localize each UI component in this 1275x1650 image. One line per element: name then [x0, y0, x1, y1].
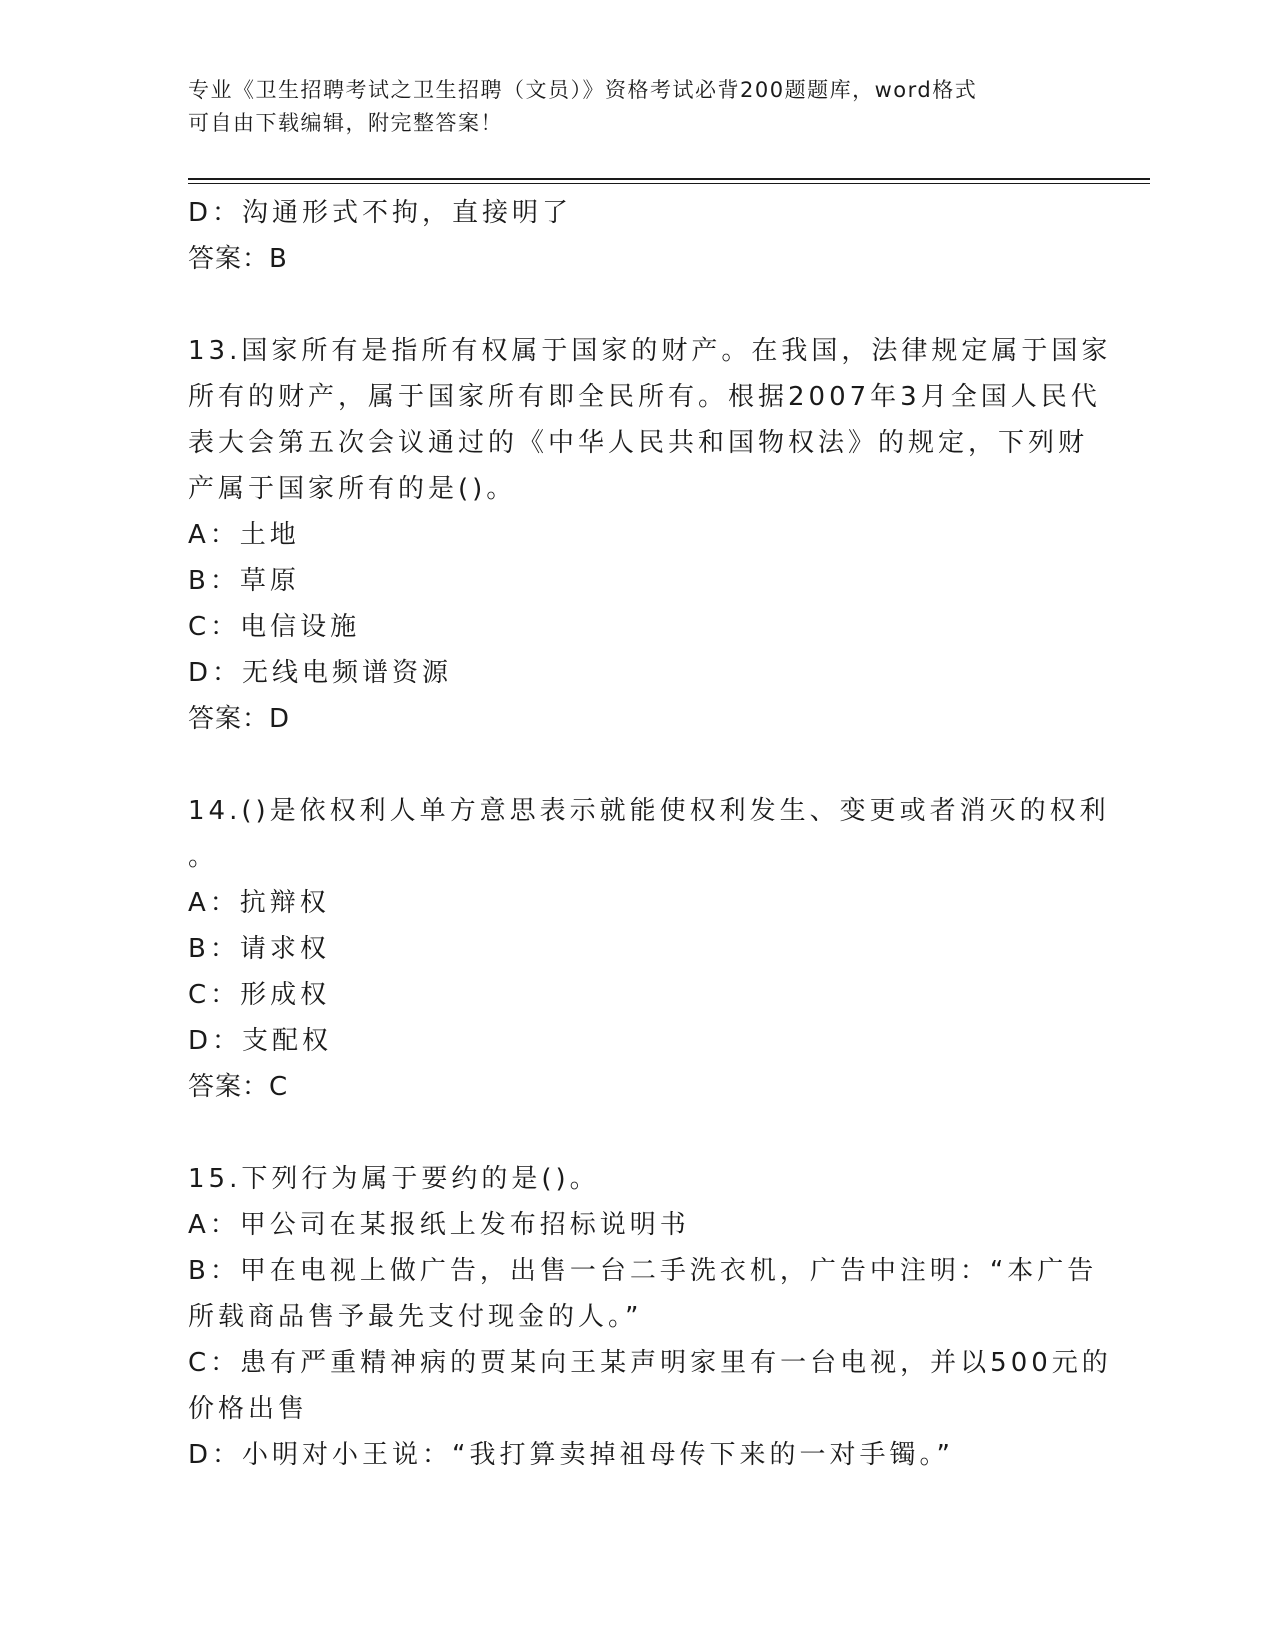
- question-15-option-b: B：甲在电视上做广告，出售一台二手洗衣机，广告中注明：“本广告: [188, 1256, 1098, 1286]
- question-13-line-2: 所有的财产，属于国家所有即全民所有。根据2007年3月全国人民代: [188, 382, 1101, 412]
- spacer: [188, 1110, 1088, 1156]
- question-15-option-c-cont: 价格出售: [188, 1394, 309, 1424]
- question-13-option-c: C：电信设施: [188, 612, 361, 642]
- question-14-option-a: A：抗辩权: [188, 888, 330, 918]
- question-14-option-d: D：支配权: [188, 1026, 333, 1056]
- header-rule-thin: [188, 183, 1150, 184]
- prev-answer: 答案：B: [188, 244, 288, 274]
- question-14: [188, 788, 1110, 1110]
- question-15: [188, 1156, 1112, 1478]
- header-line-1: 专业《卫生招聘考试之卫生招聘（文员）》资格考试必背200题题库，word格式: [188, 78, 978, 102]
- document-body: [188, 190, 1112, 1478]
- question-13-line-4: 产属于国家所有的是()。: [188, 474, 517, 504]
- question-15-option-a: A：甲公司在某报纸上发布招标说明书: [188, 1210, 690, 1240]
- question-14-line-2: 。: [188, 842, 219, 872]
- spacer: [188, 742, 1088, 788]
- header-line-2: 可自由下载编辑，附完整答案！: [188, 111, 503, 135]
- question-15-option-b-cont: 所载商品售予最先支付现金的人。”: [188, 1302, 643, 1332]
- question-13-option-d: D：无线电频谱资源: [188, 658, 453, 688]
- question-15-option-d: D：小明对小王说：“我打算卖掉祖母传下来的一对手镯。”: [188, 1440, 954, 1470]
- question-14-option-c: C：形成权: [188, 980, 331, 1010]
- question-14-line-1: 14.()是依权利人单方意思表示就能使权利发生、变更或者消灭的权利: [188, 796, 1110, 826]
- document-header: [188, 74, 1088, 140]
- prev-option-d: D：沟通形式不拘，直接明了: [188, 198, 573, 228]
- question-15-line-1: 15.下列行为属于要约的是()。: [188, 1164, 600, 1194]
- question-13-option-b: B：草原: [188, 566, 300, 596]
- question-14-answer: 答案：C: [188, 1072, 289, 1102]
- question-15-option-c: C：患有严重精神病的贾某向王某声明家里有一台电视，并以500元的: [188, 1348, 1112, 1378]
- spacer: [188, 282, 1088, 328]
- question-13-line-1: 13.国家所有是指所有权属于国家的财产。在我国，法律规定属于国家: [188, 336, 1112, 366]
- question-13: [188, 328, 1112, 742]
- question-13-answer: 答案：D: [188, 704, 291, 734]
- question-13-option-a: A：土地: [188, 520, 300, 550]
- question-14-option-b: B：请求权: [188, 934, 330, 964]
- header-rule-thick: [188, 178, 1150, 180]
- question-13-line-3: 表大会第五次会议通过的《中华人民共和国物权法》的规定，下列财: [188, 428, 1089, 458]
